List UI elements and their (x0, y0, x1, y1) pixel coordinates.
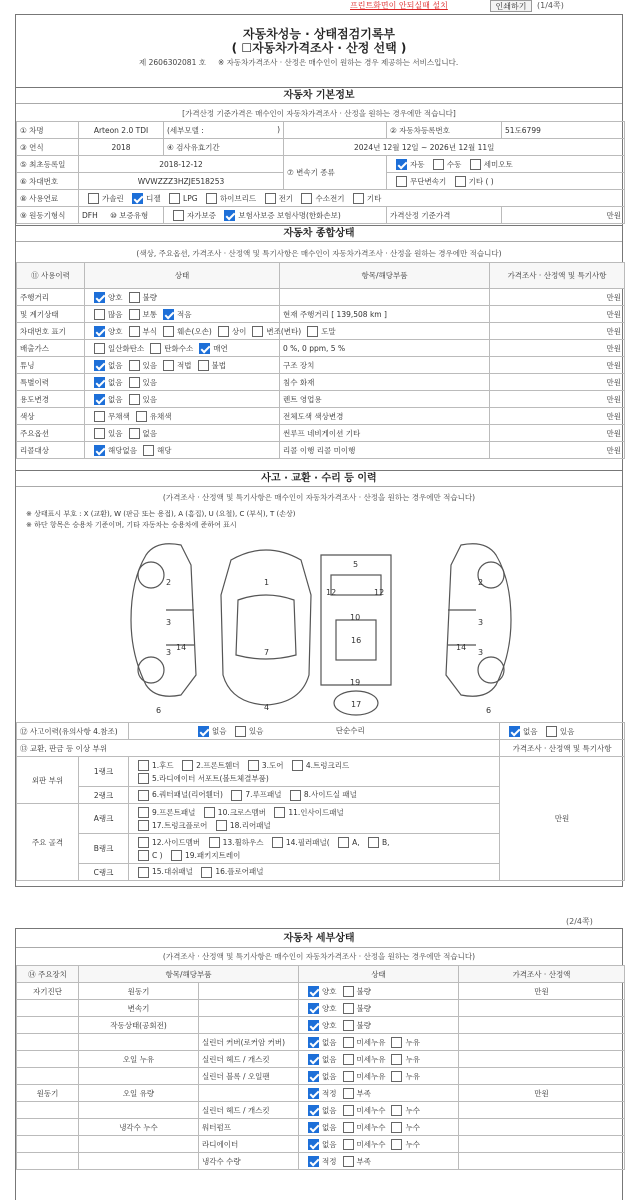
overall-table (16, 262, 625, 459)
detail-row-device (17, 1000, 79, 1017)
svg-text:1: 1 (264, 578, 270, 587)
overall-option-checkbox[interactable] (94, 292, 105, 303)
overall-row-state: 일산화탄소 탄화수소 매연 (85, 340, 280, 357)
detail-row-part: 라디에이터 (199, 1136, 299, 1153)
rankA-items: 9.프론트패널 10.크로스멤버 11.인사이드패널 17.트렁크플로어 18.리어패널 (129, 804, 500, 834)
overall-row-detail: 현재 주행거리 [ 139,508 km ] (280, 306, 490, 323)
detail-row-price (459, 1000, 625, 1017)
right-rear-wheel (478, 657, 504, 683)
col-usage: ⑪ 사용이력 (17, 263, 85, 289)
overall-row-label: 리콜대상 (17, 442, 85, 459)
svg-text:14: 14 (176, 643, 187, 652)
overall-row-label: 차대번호 표기 (17, 323, 85, 340)
overall-option-checkbox[interactable] (129, 394, 140, 405)
vin-label: ⑥ 차대번호 (17, 173, 79, 190)
col-detail: 항목/해당부품 (280, 263, 490, 289)
top-view-car (221, 550, 311, 705)
detail-option-checkbox[interactable] (391, 1037, 402, 1048)
detail-row (17, 983, 625, 1000)
detail-row-state: 없음 미세누유 누유 (299, 1051, 459, 1068)
overall-row-detail: 리콜 이행 리콜 미이행 (280, 442, 490, 459)
fuel-lpg-checkbox[interactable] (169, 193, 180, 204)
detail-option-checkbox[interactable] (343, 1071, 354, 1082)
car-name-label: ① 차명 (17, 122, 79, 139)
basic-info-table (16, 121, 625, 224)
document-subtitle: ( ☐자동차가격조사 · 산정 선택 ) (231, 41, 407, 55)
overall-row-state: 무채색 유채색 (85, 408, 280, 425)
detail-row-price (459, 1102, 625, 1119)
reg-no-label: ② 자동차등록번호 (387, 122, 502, 139)
detail-option-checkbox[interactable] (308, 1156, 319, 1167)
overall-option-checkbox[interactable] (198, 360, 209, 371)
overall-row-label: 용도변경 (17, 391, 85, 408)
overall-row-detail: 침수 화재 (280, 374, 490, 391)
trans-options-2: 무단변속기 기타 ( ) (387, 173, 625, 190)
detail-row-price: 만원 (459, 1085, 625, 1102)
detail-model: (세부모델 : ) (164, 122, 284, 139)
warranty-options: 자가보증 보험사보증 보험사명(한화손보) (164, 207, 387, 224)
document-note: ※ 자동차가격조사 · 산정은 매수인이 원하는 경우 제공하는 서비스입니다. (218, 58, 459, 67)
overall-row-state: 없음 있음 (85, 374, 280, 391)
parts-price-label: 가격조사 · 산정액 및 특기사항 (500, 740, 625, 757)
overall-row (17, 357, 625, 374)
svg-text:16: 16 (351, 636, 362, 645)
overall-note: (색상, 주요옵션, 가격조사 · 산정액 및 특기사항은 매수인이 자동차가격조사 · 산정을 원하는 경우에만 적습니다) (136, 249, 502, 258)
svg-text:3: 3 (166, 618, 172, 627)
parts-price: 만원 (500, 757, 625, 881)
detail-row-item: 오일 유량 (79, 1085, 199, 1102)
parts-label: ⑬ 교환, 판금 등 이상 부위 (17, 740, 500, 757)
overall-row-label: 및 계기상태 (17, 306, 85, 323)
col-estimate: 가격조사 · 산정액 (459, 966, 625, 983)
engine-label: ⑨ 원동기형식 (17, 207, 79, 224)
overall-option-checkbox[interactable] (252, 326, 263, 337)
detail-row (17, 1102, 625, 1119)
overall-option-checkbox[interactable] (129, 309, 140, 320)
fuel-hybrid-checkbox[interactable] (206, 193, 217, 204)
svg-text:19: 19 (350, 678, 361, 687)
detail-row-device (17, 1034, 79, 1051)
detail-row-device (17, 1136, 79, 1153)
overall-row (17, 425, 625, 442)
accident-table (16, 722, 625, 881)
detail-row-price (459, 1119, 625, 1136)
detail-row-state: 없음 미세누유 누유 (299, 1068, 459, 1085)
document-title: 자동차성능 · 상태점검기록부 (242, 27, 396, 41)
fuel-gasoline-checkbox[interactable] (88, 193, 99, 204)
detail-row-price (459, 1153, 625, 1170)
car-damage-diagram (16, 535, 624, 715)
detail-option-checkbox[interactable] (343, 1054, 354, 1065)
detail-row-part: 실린더 커버(로커암 커버) (199, 1034, 299, 1051)
svg-text:12: 12 (326, 588, 337, 597)
overall-row (17, 442, 625, 459)
left-front-wheel (138, 562, 164, 588)
install-print-link[interactable]: 프린트화면이 안되실때 설치 (350, 1, 448, 10)
detail-row-state: 양호 불량 (299, 1017, 459, 1034)
rank2-label: 2랭크 (79, 787, 129, 804)
detail-note: (가격조사 · 산정액 및 특기사항은 매수인이 자동차가격조사 · 산정을 원하는 경우에만 적습니다) (162, 952, 476, 961)
detail-option-checkbox[interactable] (343, 1105, 354, 1116)
year-label: ③ 연식 (17, 139, 79, 156)
valid-label: ④ 검사유효기간 (164, 139, 284, 156)
detail-option-checkbox[interactable] (343, 1020, 354, 1031)
detail-row-device: 원동기 (17, 1085, 79, 1102)
detail-row-part (199, 1017, 299, 1034)
svg-text:10: 10 (350, 613, 361, 622)
overall-option-checkbox[interactable] (129, 428, 140, 439)
detail-option-checkbox[interactable] (308, 1105, 319, 1116)
detail-row-part: 실린더 블록 / 오일팬 (199, 1068, 299, 1085)
detail-row-device (17, 1102, 79, 1119)
rank1-items: 1.후드 2.프론트휀더 3.도어 4.트렁크리드 5.라디에이터 서포트(볼트체결부품) (129, 757, 500, 787)
vin: WVWZZZ3HZJE518253 (79, 173, 284, 190)
overall-row (17, 391, 625, 408)
detail-row-state: 적정 부족 (299, 1085, 459, 1102)
overall-row-detail: 전체도색 색상변경 (280, 408, 490, 425)
detail-option-checkbox[interactable] (308, 1071, 319, 1082)
fuel-hydrogen-checkbox[interactable] (301, 193, 312, 204)
detail-row (17, 1119, 625, 1136)
accident-options: 없음 있음 단순수리 (129, 723, 500, 740)
col-condition: 상태 (299, 966, 459, 983)
overall-option-checkbox[interactable] (150, 343, 161, 354)
detail-row-item: 원동기 (79, 983, 199, 1000)
overall-row-label: 주행거리 (17, 289, 85, 306)
detail-row-item: 변속기 (79, 1000, 199, 1017)
detail-option-checkbox[interactable] (308, 1122, 319, 1133)
rankB-label: B랭크 (79, 834, 129, 864)
detail-option-checkbox[interactable] (308, 986, 319, 997)
overall-row-detail: 0 %, 0 ppm, 5 % (280, 340, 490, 357)
fuel-diesel-checkbox[interactable] (132, 193, 143, 204)
svg-text:12: 12 (374, 588, 385, 597)
detail-option-checkbox[interactable] (391, 1139, 402, 1150)
detail-row-state: 양호 불량 (299, 1000, 459, 1017)
overall-row-label: 배출가스 (17, 340, 85, 357)
overall-row-state: 해당없음 해당 (85, 442, 280, 459)
rankC-label: C랭크 (79, 864, 129, 881)
detail-row-state: 양호 불량 (299, 983, 459, 1000)
fuel-label: ⑧ 사용연료 (17, 190, 79, 207)
detail-option-checkbox[interactable] (308, 1037, 319, 1048)
overall-option-checkbox[interactable] (163, 309, 174, 320)
svg-text:17: 17 (351, 700, 362, 709)
overall-option-checkbox[interactable] (129, 360, 140, 371)
trans-other-checkbox[interactable] (455, 176, 466, 187)
year: 2018 (79, 139, 164, 156)
first-reg-label: ⑤ 최초등록일 (17, 156, 79, 173)
accident-note: (가격조사 · 산정액 및 특기사항은 매수인이 자동차가격조사 · 산정을 원하는 경우에만 적습니다) (162, 493, 476, 502)
detail-row-part: 워터펌프 (199, 1119, 299, 1136)
top-strip (0, 0, 639, 14)
trans-options-1: 자동 수동 세미오토 (387, 156, 625, 173)
overall-row (17, 323, 625, 340)
left-rear-wheel (138, 657, 164, 683)
overall-row-label: 특별이력 (17, 374, 85, 391)
detail-row-item (79, 1034, 199, 1051)
print-button[interactable]: 인쇄하기 (490, 0, 532, 12)
detail-option-checkbox[interactable] (391, 1105, 402, 1116)
svg-text:2: 2 (166, 578, 172, 587)
detail-row-part: 실린더 헤드 / 개스킷 (199, 1102, 299, 1119)
overall-row-price: 만원 (490, 425, 625, 442)
detail-row-part: 실린더 헤드 / 개스킷 (199, 1051, 299, 1068)
overall-option-checkbox[interactable] (94, 309, 105, 320)
overall-row (17, 408, 625, 425)
rankB-items: 12.사이드멤버 13.휠하우스 14.필러패널( A, B, C ) 19.패키지트레이 (129, 834, 500, 864)
overall-row-detail (280, 289, 490, 306)
col-part: 항목/해당부품 (79, 966, 299, 983)
overall-row-price: 만원 (490, 391, 625, 408)
overall-row (17, 340, 625, 357)
detail-heading: 자동차 세부상태 (16, 929, 622, 948)
detail-row-price (459, 1034, 625, 1051)
svg-text:4: 4 (264, 703, 270, 712)
fuel-electric-checkbox[interactable] (265, 193, 276, 204)
detail-option-checkbox[interactable] (343, 1139, 354, 1150)
detail-option-checkbox[interactable] (343, 1088, 354, 1099)
detail-row-price (459, 1051, 625, 1068)
detail-row-device (17, 1051, 79, 1068)
detail-row-item: 오일 누유 (79, 1051, 199, 1068)
overall-option-checkbox[interactable] (199, 343, 210, 354)
reg-no: 51도6799 (502, 122, 625, 139)
detail-row-item (79, 1136, 199, 1153)
detail-row-device (17, 1153, 79, 1170)
svg-text:5: 5 (353, 560, 359, 569)
col-state: 상태 (85, 263, 280, 289)
detail-option-checkbox[interactable] (308, 1003, 319, 1014)
overall-row-detail: 썬루프 네비게이션 기타 (280, 425, 490, 442)
main-frame-label: 주요 골격 (17, 804, 79, 881)
detail-row-state: 없음 미세누유 누유 (299, 1034, 459, 1051)
car-name: Arteon 2.0 TDI (79, 122, 164, 139)
detail-option-checkbox[interactable] (343, 1037, 354, 1048)
overall-option-checkbox[interactable] (307, 326, 318, 337)
overall-row-price: 만원 (490, 357, 625, 374)
detail-option-checkbox[interactable] (391, 1122, 402, 1133)
overall-row-state: 많음 보통 적음 (85, 306, 280, 323)
svg-text:2: 2 (478, 578, 484, 587)
detail-row-state: 적정 부족 (299, 1153, 459, 1170)
overall-row-label: 튜닝 (17, 357, 85, 374)
detail-row (17, 1068, 625, 1085)
page-number-2: (2/4쪽) (566, 917, 593, 926)
detail-row-item: 작동상태(공회전) (79, 1017, 199, 1034)
warranty-insurer-checkbox[interactable] (224, 210, 235, 221)
svg-text:6: 6 (156, 706, 162, 715)
detail-row-part (199, 1000, 299, 1017)
detail-option-checkbox[interactable] (343, 1003, 354, 1014)
valid-period: 2024년 12월 12일 ~ 2026년 12월 11일 (284, 139, 625, 156)
detail-row (17, 1034, 625, 1051)
basic-info-heading: 자동차 기본정보 (16, 87, 622, 104)
overall-option-checkbox[interactable] (129, 292, 140, 303)
detail-row-part: 냉각수 수량 (199, 1153, 299, 1170)
trans-label: ⑦ 변속기 종류 (284, 156, 387, 190)
overall-row-label: 색상 (17, 408, 85, 425)
detail-row (17, 1153, 625, 1170)
svg-text:7: 7 (264, 648, 270, 657)
detail-row (17, 1017, 625, 1034)
trans-semi-checkbox[interactable] (470, 159, 481, 170)
detail-row-price (459, 1068, 625, 1085)
overall-option-checkbox[interactable] (94, 377, 105, 388)
trans-cvt-checkbox[interactable] (396, 176, 407, 187)
detail-row (17, 1136, 625, 1153)
detail-option-checkbox[interactable] (391, 1071, 402, 1082)
detail-row (17, 1051, 625, 1068)
detail-option-checkbox[interactable] (308, 1139, 319, 1150)
overall-option-checkbox[interactable] (163, 326, 174, 337)
overall-row-label: 주요옵션 (17, 425, 85, 442)
detail-option-checkbox[interactable] (308, 1088, 319, 1099)
overall-row-state: 있음 없음 (85, 425, 280, 442)
detail-row (17, 1000, 625, 1017)
overall-row-price: 만원 (490, 289, 625, 306)
overall-option-checkbox[interactable] (94, 394, 105, 405)
rank1-label: 1랭크 (79, 757, 129, 787)
overall-row (17, 289, 625, 306)
overall-row-state: 양호 부식 훼손(오손) 상이 변조(변타) 도말 (85, 323, 280, 340)
detail-option-checkbox[interactable] (308, 1020, 319, 1031)
detail-row-part (199, 983, 299, 1000)
detail-row-price (459, 1136, 625, 1153)
overall-option-checkbox[interactable] (129, 326, 140, 337)
overall-row-state: 없음 있음 적법 불법 (85, 357, 280, 374)
warranty-self-checkbox[interactable] (173, 210, 184, 221)
price-label: 가격산정 기준가격 (387, 207, 502, 224)
overall-option-checkbox[interactable] (94, 411, 105, 422)
overall-row-price: 만원 (490, 408, 625, 425)
col-device: ⑭ 주요장치 (17, 966, 79, 983)
detail-row-item (79, 1068, 199, 1085)
engine-type: DFH ⑩ 보증유형 (79, 207, 164, 224)
rankC-items: 15.대쉬패널 16.플로어패널 (129, 864, 500, 881)
detail-option-checkbox[interactable] (343, 1156, 354, 1167)
detail-row-price (459, 1017, 625, 1034)
detail-table (16, 965, 625, 1170)
col-price: 가격조사 · 산정액 및 특기사항 (490, 263, 625, 289)
fuel-other-checkbox[interactable] (353, 193, 364, 204)
overall-heading: 자동차 종합상태 (16, 225, 622, 242)
overall-row-price: 만원 (490, 340, 625, 357)
overall-row-price: 만원 (490, 442, 625, 459)
overall-row-state: 양호 불량 (85, 289, 280, 306)
accident-none-checkbox[interactable] (198, 726, 209, 737)
detail-option-checkbox[interactable] (391, 1054, 402, 1065)
repair-none-checkbox[interactable] (509, 726, 520, 737)
overall-option-checkbox[interactable] (218, 326, 229, 337)
overall-row-detail: 구조 장치 (280, 357, 490, 374)
accident-yes-checkbox[interactable] (235, 726, 246, 737)
detail-option-checkbox[interactable] (308, 1054, 319, 1065)
detail-row-device: 자기진단 (17, 983, 79, 1000)
svg-text:3: 3 (478, 618, 484, 627)
detail-row-item: 냉각수 누수 (79, 1119, 199, 1136)
outer-panel-label: 외판 부위 (17, 757, 79, 804)
detail-row-device (17, 1017, 79, 1034)
detail-row-device (17, 1068, 79, 1085)
overall-option-checkbox[interactable] (163, 360, 174, 371)
accident-heading: 사고 · 교환 · 수리 등 이력 (16, 470, 622, 487)
overall-option-checkbox[interactable] (136, 411, 147, 422)
inspection-record-page-2 (15, 928, 623, 1200)
inspection-record-page-1 (15, 14, 623, 887)
price-unit: 만원 (502, 207, 625, 224)
detail-row-item (79, 1153, 199, 1170)
detail-row-device (17, 1119, 79, 1136)
overall-option-checkbox[interactable] (129, 377, 140, 388)
svg-text:3: 3 (166, 648, 172, 657)
fuel-options: 가솔린 디젤 LPG 하이브리드 전기 수소전기 기타 (79, 190, 625, 207)
overall-option-checkbox[interactable] (94, 428, 105, 439)
overall-row (17, 306, 625, 323)
overall-row-price: 만원 (490, 323, 625, 340)
repair-options: 없음 있음 (500, 723, 625, 740)
overall-option-checkbox[interactable] (143, 445, 154, 456)
detail-row-state: 없음 미세누수 누수 (299, 1119, 459, 1136)
detail-row-item (79, 1102, 199, 1119)
overall-row-detail: 렌트 영업용 (280, 391, 490, 408)
overall-option-checkbox[interactable] (94, 326, 105, 337)
accident-history-label: ⑫ 사고이력(유의사항 4.참조) (17, 723, 129, 740)
svg-text:14: 14 (456, 643, 467, 652)
rankA-label: A랭크 (79, 804, 129, 834)
detail-row (17, 1085, 625, 1102)
detail-option-checkbox[interactable] (343, 1122, 354, 1133)
overall-option-checkbox[interactable] (94, 445, 105, 456)
overall-option-checkbox[interactable] (94, 360, 105, 371)
svg-text:6: 6 (486, 706, 492, 715)
svg-text:3: 3 (478, 648, 484, 657)
overall-row-price: 만원 (490, 374, 625, 391)
overall-row-state: 없음 있음 (85, 391, 280, 408)
basic-info-note: [가격산정 기준가격은 매수인이 자동차가격조사 · 산정을 원하는 경우에만 적습니다] (182, 109, 456, 118)
detail-row-state: 없음 미세누수 누수 (299, 1102, 459, 1119)
overall-row-price: 만원 (490, 306, 625, 323)
trans-auto-checkbox[interactable] (396, 159, 407, 170)
overall-row (17, 374, 625, 391)
ranking-legend: ※ 하단 항목은 승용차 기준이며, 기타 자동차는 승용차에 준하여 표시 (26, 521, 237, 529)
rank2-items: 6.쿼터패널(리어휀더) 7.루프패널 8.사이드실 패널 (129, 787, 500, 804)
first-reg: 2018-12-12 (79, 156, 284, 173)
detail-row-price: 만원 (459, 983, 625, 1000)
page-number: (1/4쪽) (537, 1, 564, 10)
detail-row-part (199, 1085, 299, 1102)
symbol-legend: ※ 상태표시 부호 : X (교환), W (판금 또는 용접), A (흠집), U (요철), C (부식), T (손상) (26, 510, 296, 518)
detail-row-state: 없음 미세누수 누수 (299, 1136, 459, 1153)
detail-option-checkbox[interactable] (343, 986, 354, 997)
overall-option-checkbox[interactable] (94, 343, 105, 354)
document-number: 제 2606302081 호 (139, 58, 206, 67)
repair-yes-checkbox[interactable] (546, 726, 557, 737)
trans-manual-checkbox[interactable] (433, 159, 444, 170)
